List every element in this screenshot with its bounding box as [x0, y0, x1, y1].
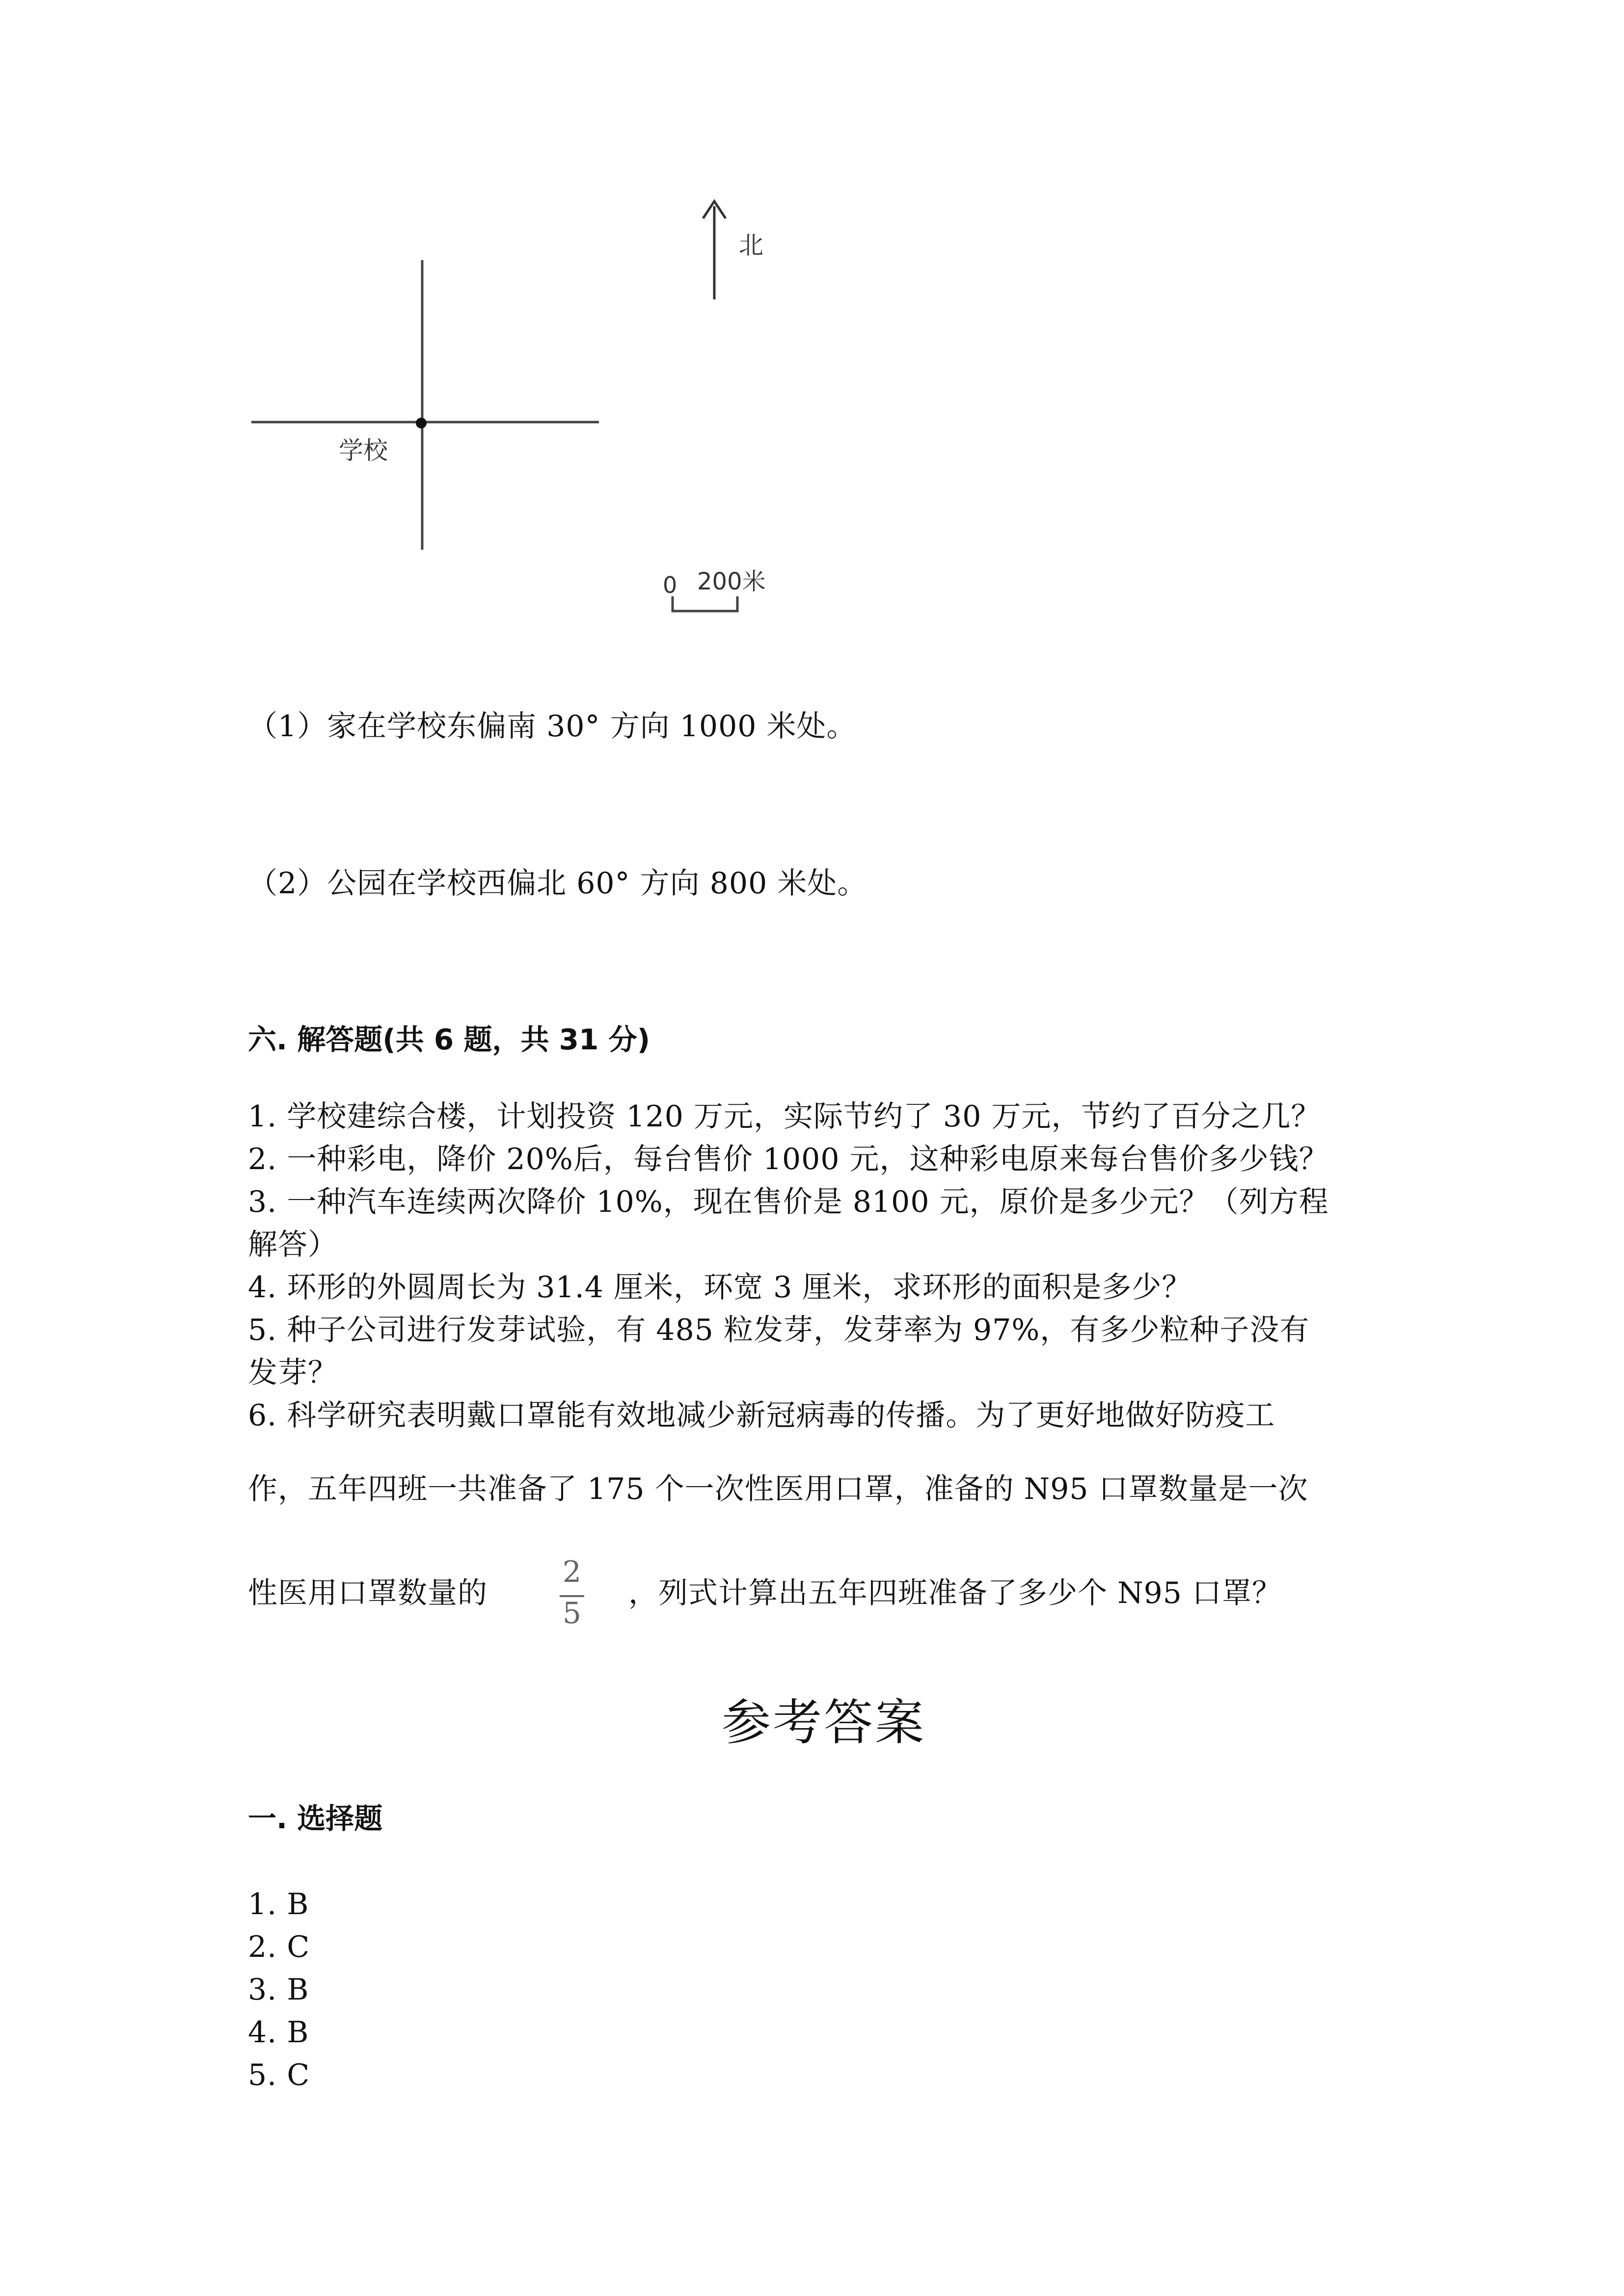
- scale-bar: [673, 596, 737, 611]
- answer-item: 2. C: [248, 1930, 310, 1964]
- problem-line-fraction-prefix: 性医用口罩数量的: [248, 1576, 487, 1610]
- school-point: [416, 418, 427, 428]
- problem-line-fraction-suffix: ，列式计算出五年四班准备了多少个 N95 口罩？: [628, 1576, 1282, 1610]
- problem-line: 发芽？: [248, 1356, 338, 1390]
- problem-line: 4. 环形的外圆周长为 31.4 厘米，环宽 3 厘米，求环形的面积是多少？: [248, 1270, 1192, 1305]
- school-label: 学校: [339, 436, 388, 465]
- problem-line: 5. 种子公司进行发芽试验，有 485 粒发芽，发芽率为 97%，有多少粒种子没有: [248, 1313, 1310, 1347]
- question-5-item-2: （2）公园在学校西偏北 60° 方向 800 米处。: [248, 866, 867, 901]
- answer-item: 3. B: [248, 1973, 309, 2007]
- answer-item: 5. C: [248, 2058, 310, 2092]
- answer-item: 1. B: [248, 1887, 309, 1922]
- problem-line: 1. 学校建综合楼，计划投资 120 万元，实际节约了 30 万元，节约了百分之几？: [248, 1099, 1321, 1134]
- problem-line: 作，五年四班一共准备了 175 个一次性医用口罩，准备的 N95 口罩数量是一次: [248, 1472, 1308, 1506]
- answer-item: 4. B: [248, 2015, 309, 2050]
- scale-distance-label: 200米: [697, 568, 766, 595]
- section-6-heading: 六. 解答题(共 6 题，共 31 分): [248, 1023, 650, 1056]
- problem-line: 3. 一种汽车连续两次降价 10%，现在售价是 8100 元，原价是多少元？（列方程: [248, 1185, 1329, 1219]
- problem-line: 6. 科学研究表明戴口罩能有效地减少新冠病毒的传播。为了更好地做好防疫工: [248, 1398, 1275, 1433]
- fraction-numerator: 2: [562, 1555, 582, 1589]
- answers-section-1-heading: 一. 选择题: [248, 1802, 383, 1835]
- question-5-item-1: （1）家在学校东偏南 30° 方向 1000 米处。: [248, 709, 857, 744]
- problem-line: 解答）: [248, 1228, 338, 1262]
- fraction-denominator: 5: [562, 1596, 582, 1630]
- answers-title: 参考答案: [722, 1694, 926, 1751]
- problem-line: 2. 一种彩电，降价 20%后，每台售价 1000 元，这种彩电原来每台售价多少钱？: [248, 1142, 1329, 1176]
- scale-zero-label: 0: [663, 572, 677, 598]
- north-label: 北: [739, 231, 763, 260]
- direction-diagram: [0, 0, 1624, 638]
